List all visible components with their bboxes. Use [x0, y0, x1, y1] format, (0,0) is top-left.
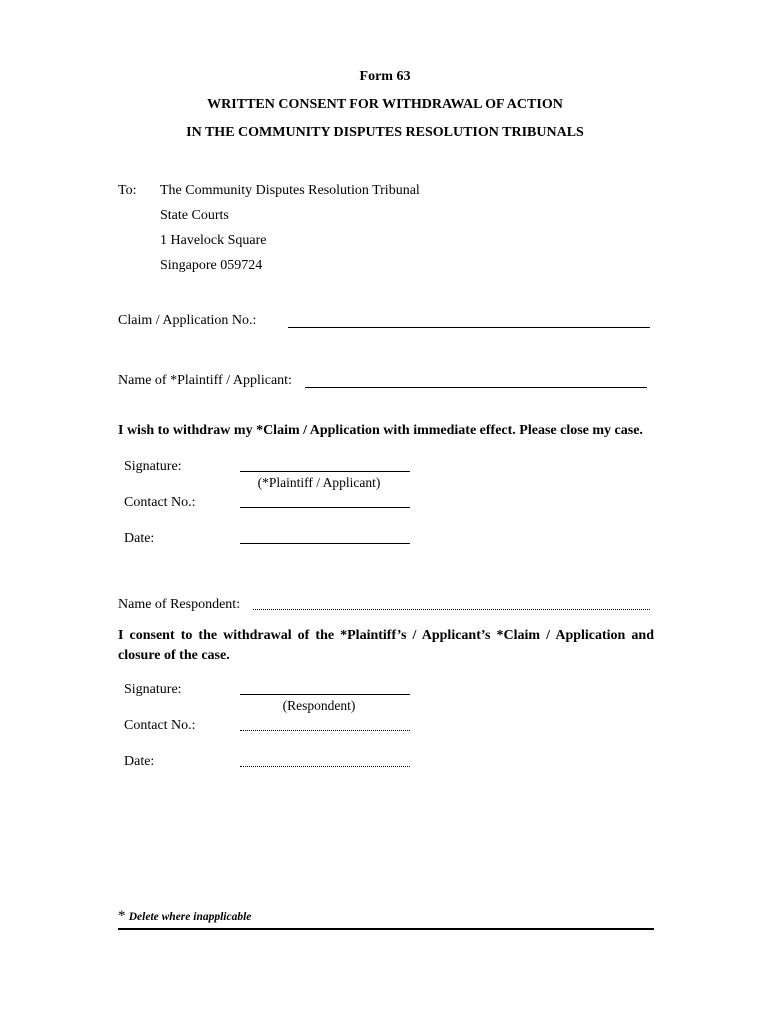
to-label: To:: [118, 183, 137, 198]
respondent-contact-label: Contact No.:: [124, 718, 196, 733]
respondent-signature-label: Signature:: [124, 682, 182, 697]
plaintiff-signature-field[interactable]: [240, 471, 410, 472]
form-number: Form 63: [359, 69, 411, 84]
footnote-rule: [118, 928, 654, 930]
address-line-2: State Courts: [160, 208, 229, 223]
respondent-signature-caption: (Respondent): [282, 698, 356, 713]
respondent-name-label: Name of Respondent:: [118, 597, 241, 612]
claim-number-label: Claim / Application No.:: [118, 313, 257, 328]
form-title-line-2: IN THE COMMUNITY DISPUTES RESOLUTION TRIBUNALS: [186, 125, 584, 140]
footnote: [118, 908, 251, 925]
plaintiff-date-label: Date:: [124, 531, 155, 546]
plaintiff-withdrawal-statement: I wish to withdraw my *Claim / Application with immediate effect. Please close my case.: [118, 423, 643, 438]
plaintiff-signature-caption: (*Plaintiff / Applicant): [257, 475, 381, 490]
footnote-asterisk: *: [118, 908, 126, 924]
address-line-4: Singapore 059724: [160, 258, 263, 273]
address-line-3: 1 Havelock Square: [160, 233, 267, 248]
plaintiff-contact-label: Contact No.:: [124, 495, 196, 510]
form-title-line-1: WRITTEN CONSENT FOR WITHDRAWAL OF ACTION: [207, 97, 563, 112]
respondent-name-field[interactable]: [253, 609, 650, 610]
plaintiff-contact-field[interactable]: [240, 507, 410, 508]
respondent-date-field[interactable]: [240, 766, 410, 767]
respondent-contact-field[interactable]: [240, 730, 410, 731]
respondent-consent-statement: I consent to the withdrawal of the *Plaintiff’s / Applicant’s *Claim / Application and closure of the case.: [118, 628, 654, 663]
claim-number-field[interactable]: [288, 327, 650, 328]
plaintiff-name-label: Name of *Plaintiff / Applicant:: [118, 373, 292, 388]
respondent-signature-field[interactable]: [240, 694, 410, 695]
respondent-date-label: Date:: [124, 754, 155, 769]
footnote-text: Delete where inapplicable: [128, 911, 252, 923]
plaintiff-name-field[interactable]: [305, 387, 647, 388]
address-line-1: The Community Disputes Resolution Tribunal: [160, 183, 420, 198]
plaintiff-date-field[interactable]: [240, 543, 410, 544]
plaintiff-signature-label: Signature:: [124, 459, 182, 474]
